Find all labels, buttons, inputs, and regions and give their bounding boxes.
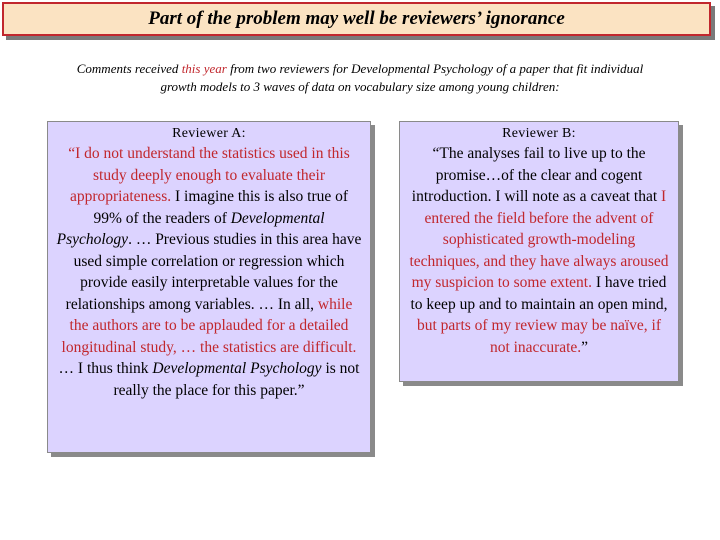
reviewer-a-journal2: Developmental Psychology xyxy=(152,360,322,377)
reviewer-a-s4: … Previous studies in this area have used simple correlation or regression which provide easily interpretable values for the relationships among variables. … In all, xyxy=(65,231,362,313)
reviewer-b-s2: I entered the field before the advent of sophisticated growth-modeling techniques, and they have always aroused my suspicion to some extent. xyxy=(409,188,669,291)
reviewer-a-s5: while the authors are to be applauded for a detailed longitudinal study, … the statistics are difficult. xyxy=(61,295,357,356)
reviewer-a-s6: … I thus think xyxy=(58,360,153,377)
slide-title: Part of the problem may well be reviewers’ ignorance xyxy=(2,2,711,36)
reviewer-b-s5: ” xyxy=(581,338,589,356)
reviewer-a-quote xyxy=(48,143,370,401)
intro-text xyxy=(60,60,660,96)
reviewer-a-s7: is not really the place for this paper.” xyxy=(113,360,360,399)
reviewer-b-panel xyxy=(399,121,679,382)
reviewer-b-heading: Reviewer B: xyxy=(502,126,576,141)
reviewer-a-s2: I imagine this is also true of 99% of the readers of xyxy=(93,188,349,227)
reviewer-b-s4: but parts of my review may be naïve, if not inaccurate. xyxy=(416,317,662,356)
reviewer-a-s3: . xyxy=(128,231,132,248)
intro-part1: Comments received xyxy=(76,61,182,76)
intro-highlight: this year xyxy=(181,61,227,76)
reviewer-a-journal1: Developmental Psychology xyxy=(56,209,325,248)
reviewer-b-s1: “The analyses fail to live up to the promise…of the clear and cogent introduction. I will note as a caveat that xyxy=(411,145,662,205)
intro-part2: from two reviewers for Developmental Psychology of a paper that fit individual growth models to 3 waves of data on vocabulary size among young children: xyxy=(160,61,644,94)
title-banner xyxy=(0,0,720,44)
reviewer-a-panel xyxy=(47,121,371,453)
reviewer-b-s3: I have tried to keep up and to maintain an open mind, xyxy=(410,274,668,313)
reviewer-b-quote xyxy=(400,143,678,358)
reviewer-a-heading: Reviewer A: xyxy=(172,126,246,141)
reviewer-a-s1: “I do not understand the statistics used in this study deeply enough to evaluate their appropriateness. xyxy=(68,145,350,205)
